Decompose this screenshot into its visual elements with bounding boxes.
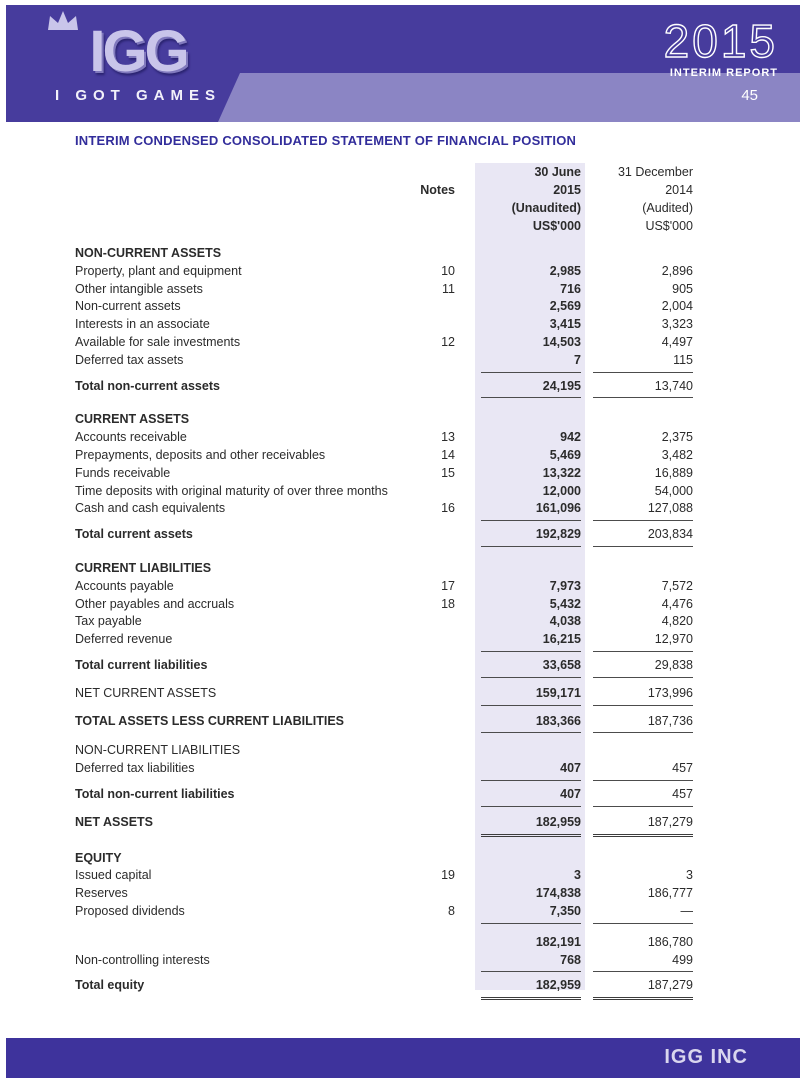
value-2015-text: 3,415 xyxy=(549,317,581,332)
table-row xyxy=(75,786,735,807)
row-label: Deferred revenue xyxy=(75,632,173,647)
value-2015 xyxy=(463,560,581,578)
row-label: Cash and cash equivalents xyxy=(75,501,226,516)
table-row xyxy=(75,465,735,483)
header-2014-date: 31 December xyxy=(617,165,693,179)
value-2015 xyxy=(463,903,581,924)
note-cell xyxy=(405,934,463,952)
value-2014 xyxy=(581,411,693,429)
row-label: Deferred tax assets xyxy=(75,352,184,367)
row-label: Proposed dividends xyxy=(75,903,185,918)
value-2014-text: 115 xyxy=(593,352,693,373)
value-2015 xyxy=(463,298,581,316)
table-row xyxy=(75,814,735,837)
value-2014-text: 2,004 xyxy=(661,299,693,314)
table-row xyxy=(75,613,735,631)
value-2015 xyxy=(463,713,581,734)
value-2015-text: 768 xyxy=(481,952,581,973)
note-cell: 14 xyxy=(441,447,455,462)
value-2014-text: — xyxy=(593,903,693,924)
footer-bar xyxy=(6,1038,800,1078)
value-2015 xyxy=(463,429,581,447)
statement-table xyxy=(75,163,735,1000)
value-2014 xyxy=(581,263,693,281)
value-2014 xyxy=(581,903,693,924)
report-year-block xyxy=(664,17,778,79)
note-cell: 15 xyxy=(441,465,455,480)
note-cell xyxy=(405,760,463,781)
table-row xyxy=(75,760,735,781)
page-number: 45 xyxy=(741,87,758,104)
value-2014-text: 457 xyxy=(593,760,693,781)
value-2015-text: 716 xyxy=(560,281,581,296)
table-row xyxy=(75,429,735,447)
value-2014-text: 186,780 xyxy=(647,934,693,949)
value-2014 xyxy=(581,245,693,263)
value-2015-text: 174,838 xyxy=(535,886,581,901)
table-row xyxy=(75,596,735,614)
value-2014 xyxy=(581,613,693,631)
value-2014-text: 905 xyxy=(672,281,693,296)
value-2015-text: 14,503 xyxy=(542,334,581,349)
note-cell: 16 xyxy=(441,501,455,516)
table-row xyxy=(75,903,735,924)
value-2015-text: 182,191 xyxy=(535,934,581,949)
value-2015 xyxy=(463,977,581,1000)
note-cell xyxy=(405,786,463,807)
row-label: Total non-current assets xyxy=(75,378,220,393)
value-2014-text: 187,279 xyxy=(593,814,693,837)
note-cell xyxy=(405,742,463,760)
table-row xyxy=(75,867,735,885)
row-label: Total equity xyxy=(75,978,145,993)
header-2015-audit-status: (Unaudited) xyxy=(511,201,581,215)
note-cell: 10 xyxy=(441,263,455,278)
note-cell xyxy=(405,560,463,578)
table-row xyxy=(75,560,735,578)
value-2014 xyxy=(581,867,693,885)
value-2014 xyxy=(581,281,693,299)
value-2015 xyxy=(463,867,581,885)
value-2015 xyxy=(463,500,581,521)
value-2014 xyxy=(581,814,693,837)
row-label: Available for sale investments xyxy=(75,334,241,349)
value-2014-text: 29,838 xyxy=(593,657,693,678)
note-cell xyxy=(405,885,463,903)
value-2014-text: 16,889 xyxy=(654,465,693,480)
value-2014 xyxy=(581,885,693,903)
value-2014 xyxy=(581,378,693,399)
note-cell: 11 xyxy=(442,281,455,296)
value-2015-text: 4,038 xyxy=(549,614,581,629)
table-row xyxy=(75,657,735,678)
value-2014 xyxy=(581,316,693,334)
row-label: Accounts receivable xyxy=(75,430,187,445)
value-2015 xyxy=(463,578,581,596)
row-label: Deferred tax liabilities xyxy=(75,761,195,776)
note-cell xyxy=(405,814,463,837)
table-row xyxy=(75,934,735,952)
page-title: INTERIM CONDENSED CONSOLIDATED STATEMENT OF FINANCIAL POSITION xyxy=(75,133,577,148)
row-label: Total current assets xyxy=(75,527,193,542)
note-cell xyxy=(405,378,463,399)
value-2015 xyxy=(463,952,581,973)
value-2015-text: 5,432 xyxy=(549,596,581,611)
header-2015-date: 30 June xyxy=(534,165,581,179)
table-row xyxy=(75,685,735,706)
value-2014-text: 186,777 xyxy=(647,886,693,901)
note-cell: 8 xyxy=(448,903,455,918)
value-2014-text: 54,000 xyxy=(654,483,693,498)
value-2015-text: 159,171 xyxy=(481,685,581,706)
row-label: Time deposits with original maturity of over three months xyxy=(75,483,388,498)
header-2015-year: 2015 xyxy=(553,183,581,197)
value-2015 xyxy=(463,334,581,352)
value-2015 xyxy=(463,885,581,903)
value-2015-text: 182,959 xyxy=(481,977,581,1000)
value-2015 xyxy=(463,934,581,952)
row-label: Funds receivable xyxy=(75,465,171,480)
value-2015-text: 182,959 xyxy=(481,814,581,837)
row-label: Reserves xyxy=(75,886,128,901)
value-2014-text: 187,736 xyxy=(593,713,693,734)
value-2014-text: 187,279 xyxy=(593,977,693,1000)
value-2015 xyxy=(463,411,581,429)
note-cell xyxy=(405,952,463,973)
value-2014-text: 499 xyxy=(593,952,693,973)
statement-rows xyxy=(75,245,735,1000)
note-cell: 19 xyxy=(441,868,455,883)
value-2014 xyxy=(581,560,693,578)
note-cell xyxy=(405,352,463,373)
header-band xyxy=(218,73,800,122)
value-2014-text: 3,323 xyxy=(661,317,693,332)
company-name: IGG INC xyxy=(664,1046,748,1068)
table-row xyxy=(75,447,735,465)
value-2015-text: 24,195 xyxy=(481,378,581,399)
note-cell xyxy=(405,483,463,501)
report-label: INTERIM REPORT xyxy=(669,67,778,79)
year-text: 2015 xyxy=(663,15,778,67)
column-headers xyxy=(75,163,735,235)
value-2015-text: 16,215 xyxy=(481,631,581,652)
value-2014-text: 203,834 xyxy=(593,526,693,547)
value-2015-text: 942 xyxy=(560,430,581,445)
value-2014-text: 13,740 xyxy=(593,378,693,399)
value-2014 xyxy=(581,742,693,760)
table-row xyxy=(75,245,735,263)
row-label: TOTAL ASSETS LESS CURRENT LIABILITIES xyxy=(75,713,345,728)
row-label: Prepayments, deposits and other receivables xyxy=(75,447,326,462)
value-2015-text: 2,569 xyxy=(549,299,581,314)
value-2014 xyxy=(581,657,693,678)
note-cell: 12 xyxy=(441,334,455,349)
table-row xyxy=(75,631,735,652)
note-cell xyxy=(405,245,463,263)
row-label: Property, plant and equipment xyxy=(75,263,242,278)
header-2014-units: US$'000 xyxy=(645,219,693,233)
value-2015 xyxy=(463,378,581,399)
value-2014-text: 173,996 xyxy=(593,685,693,706)
value-2014-text: 457 xyxy=(593,786,693,807)
value-2015-text: 183,366 xyxy=(481,713,581,734)
value-2014 xyxy=(581,429,693,447)
note-cell xyxy=(405,657,463,678)
table-row xyxy=(75,352,735,373)
note-cell xyxy=(405,850,463,868)
value-2014 xyxy=(581,631,693,652)
value-2014-text: 7,572 xyxy=(661,578,693,593)
table-row xyxy=(75,334,735,352)
note-cell xyxy=(405,977,463,1000)
value-2015 xyxy=(463,657,581,678)
value-2015-text: 12,000 xyxy=(542,483,581,498)
value-2015 xyxy=(463,685,581,706)
value-2014 xyxy=(581,952,693,973)
table-row xyxy=(75,378,735,399)
note-cell: 18 xyxy=(441,596,455,611)
value-2015 xyxy=(463,316,581,334)
note-cell: 13 xyxy=(441,430,455,445)
table-row xyxy=(75,500,735,521)
row-label: EQUITY xyxy=(75,850,122,865)
table-row xyxy=(75,483,735,501)
value-2015 xyxy=(463,465,581,483)
value-2015 xyxy=(463,483,581,501)
table-row xyxy=(75,526,735,547)
value-2014 xyxy=(581,713,693,734)
brand-text: IGG xyxy=(89,19,187,84)
value-2014-text: 4,476 xyxy=(661,596,693,611)
header-2015-units: US$'000 xyxy=(532,219,581,233)
value-2014 xyxy=(581,526,693,547)
row-label: Non-current assets xyxy=(75,299,181,314)
note-cell xyxy=(405,713,463,734)
table-row xyxy=(75,281,735,299)
value-2015 xyxy=(463,786,581,807)
table-row xyxy=(75,298,735,316)
value-2014-text: 4,497 xyxy=(661,334,693,349)
value-2015-text: 3 xyxy=(574,868,581,883)
value-2015 xyxy=(463,596,581,614)
value-2015-text: 5,469 xyxy=(549,447,581,462)
value-2014 xyxy=(581,596,693,614)
value-2015-text: 33,658 xyxy=(481,657,581,678)
value-2015-text: 2,985 xyxy=(549,263,581,278)
value-2014 xyxy=(581,977,693,1000)
row-label: Other intangible assets xyxy=(75,281,203,296)
value-2014-text: 4,820 xyxy=(661,614,693,629)
value-2015-text: 13,322 xyxy=(542,465,581,480)
value-2015 xyxy=(463,447,581,465)
notes-column-header: Notes xyxy=(420,183,455,197)
value-2015 xyxy=(463,814,581,837)
value-2015-text: 192,829 xyxy=(481,526,581,547)
period-2015-header xyxy=(463,163,581,235)
igg-logo xyxy=(38,11,238,104)
value-2014-text: 2,896 xyxy=(661,263,693,278)
value-2015 xyxy=(463,613,581,631)
table-row xyxy=(75,885,735,903)
value-2015-text: 7,973 xyxy=(549,578,581,593)
period-2014-header xyxy=(581,163,693,235)
note-cell: 17 xyxy=(441,578,455,593)
value-2014 xyxy=(581,760,693,781)
value-2015 xyxy=(463,281,581,299)
table-row xyxy=(75,578,735,596)
table-row xyxy=(75,263,735,281)
label-column-header xyxy=(75,163,405,235)
value-2015 xyxy=(463,526,581,547)
value-2015 xyxy=(463,245,581,263)
note-cell xyxy=(405,316,463,334)
row-label: Issued capital xyxy=(75,868,152,883)
value-2014 xyxy=(581,850,693,868)
value-2014-text: 2,375 xyxy=(661,430,693,445)
row-label: NET CURRENT ASSETS xyxy=(75,685,217,700)
note-cell xyxy=(405,613,463,631)
value-2014 xyxy=(581,465,693,483)
row-label: Accounts payable xyxy=(75,578,174,593)
value-2014-text: 12,970 xyxy=(593,631,693,652)
value-2014 xyxy=(581,500,693,521)
value-2015 xyxy=(463,850,581,868)
row-label: Total non-current liabilities xyxy=(75,786,235,801)
note-cell xyxy=(405,631,463,652)
table-row xyxy=(75,742,735,760)
note-cell xyxy=(405,685,463,706)
value-2014 xyxy=(581,352,693,373)
row-label xyxy=(75,934,405,952)
value-2014 xyxy=(581,298,693,316)
value-2014-text: 3 xyxy=(686,868,693,883)
value-2014 xyxy=(581,786,693,807)
row-label: NON-CURRENT LIABILITIES xyxy=(75,743,241,758)
value-2015-text: 407 xyxy=(481,760,581,781)
value-2014-text: 3,482 xyxy=(661,447,693,462)
value-2015-text: 7,350 xyxy=(481,903,581,924)
header-banner xyxy=(6,5,800,122)
header-2014-audit-status: (Audited) xyxy=(642,201,693,215)
value-2014 xyxy=(581,578,693,596)
row-label: Tax payable xyxy=(75,614,142,629)
note-cell xyxy=(405,411,463,429)
value-2015 xyxy=(463,631,581,652)
row-label: CURRENT ASSETS xyxy=(75,412,190,427)
table-row xyxy=(75,411,735,429)
table-row xyxy=(75,316,735,334)
row-label: NON-CURRENT ASSETS xyxy=(75,246,222,260)
value-2014-text: 127,088 xyxy=(593,500,693,521)
table-row xyxy=(75,952,735,973)
note-cell xyxy=(405,526,463,547)
value-2014 xyxy=(581,334,693,352)
value-2014 xyxy=(581,934,693,952)
table-row xyxy=(75,850,735,868)
value-2015 xyxy=(463,742,581,760)
brand-tagline: I GOT GAMES xyxy=(54,87,221,104)
value-2015 xyxy=(463,760,581,781)
row-label: Interests in an associate xyxy=(75,317,210,332)
value-2015-text: 161,096 xyxy=(481,500,581,521)
table-row xyxy=(75,977,735,1000)
note-cell xyxy=(405,298,463,316)
value-2015-text: 7 xyxy=(481,352,581,373)
value-2015 xyxy=(463,352,581,373)
value-2015 xyxy=(463,263,581,281)
value-2015-text: 407 xyxy=(481,786,581,807)
table-row xyxy=(75,713,735,734)
row-label: Other payables and accruals xyxy=(75,596,235,611)
row-label: Total current liabilities xyxy=(75,657,208,672)
row-label: NET ASSETS xyxy=(75,814,154,829)
header-2014-year: 2014 xyxy=(665,183,693,197)
value-2014 xyxy=(581,685,693,706)
row-label: Non-controlling interests xyxy=(75,952,210,967)
value-2014 xyxy=(581,483,693,501)
crown-icon xyxy=(46,11,80,31)
value-2014 xyxy=(581,447,693,465)
row-label: CURRENT LIABILITIES xyxy=(75,560,212,575)
